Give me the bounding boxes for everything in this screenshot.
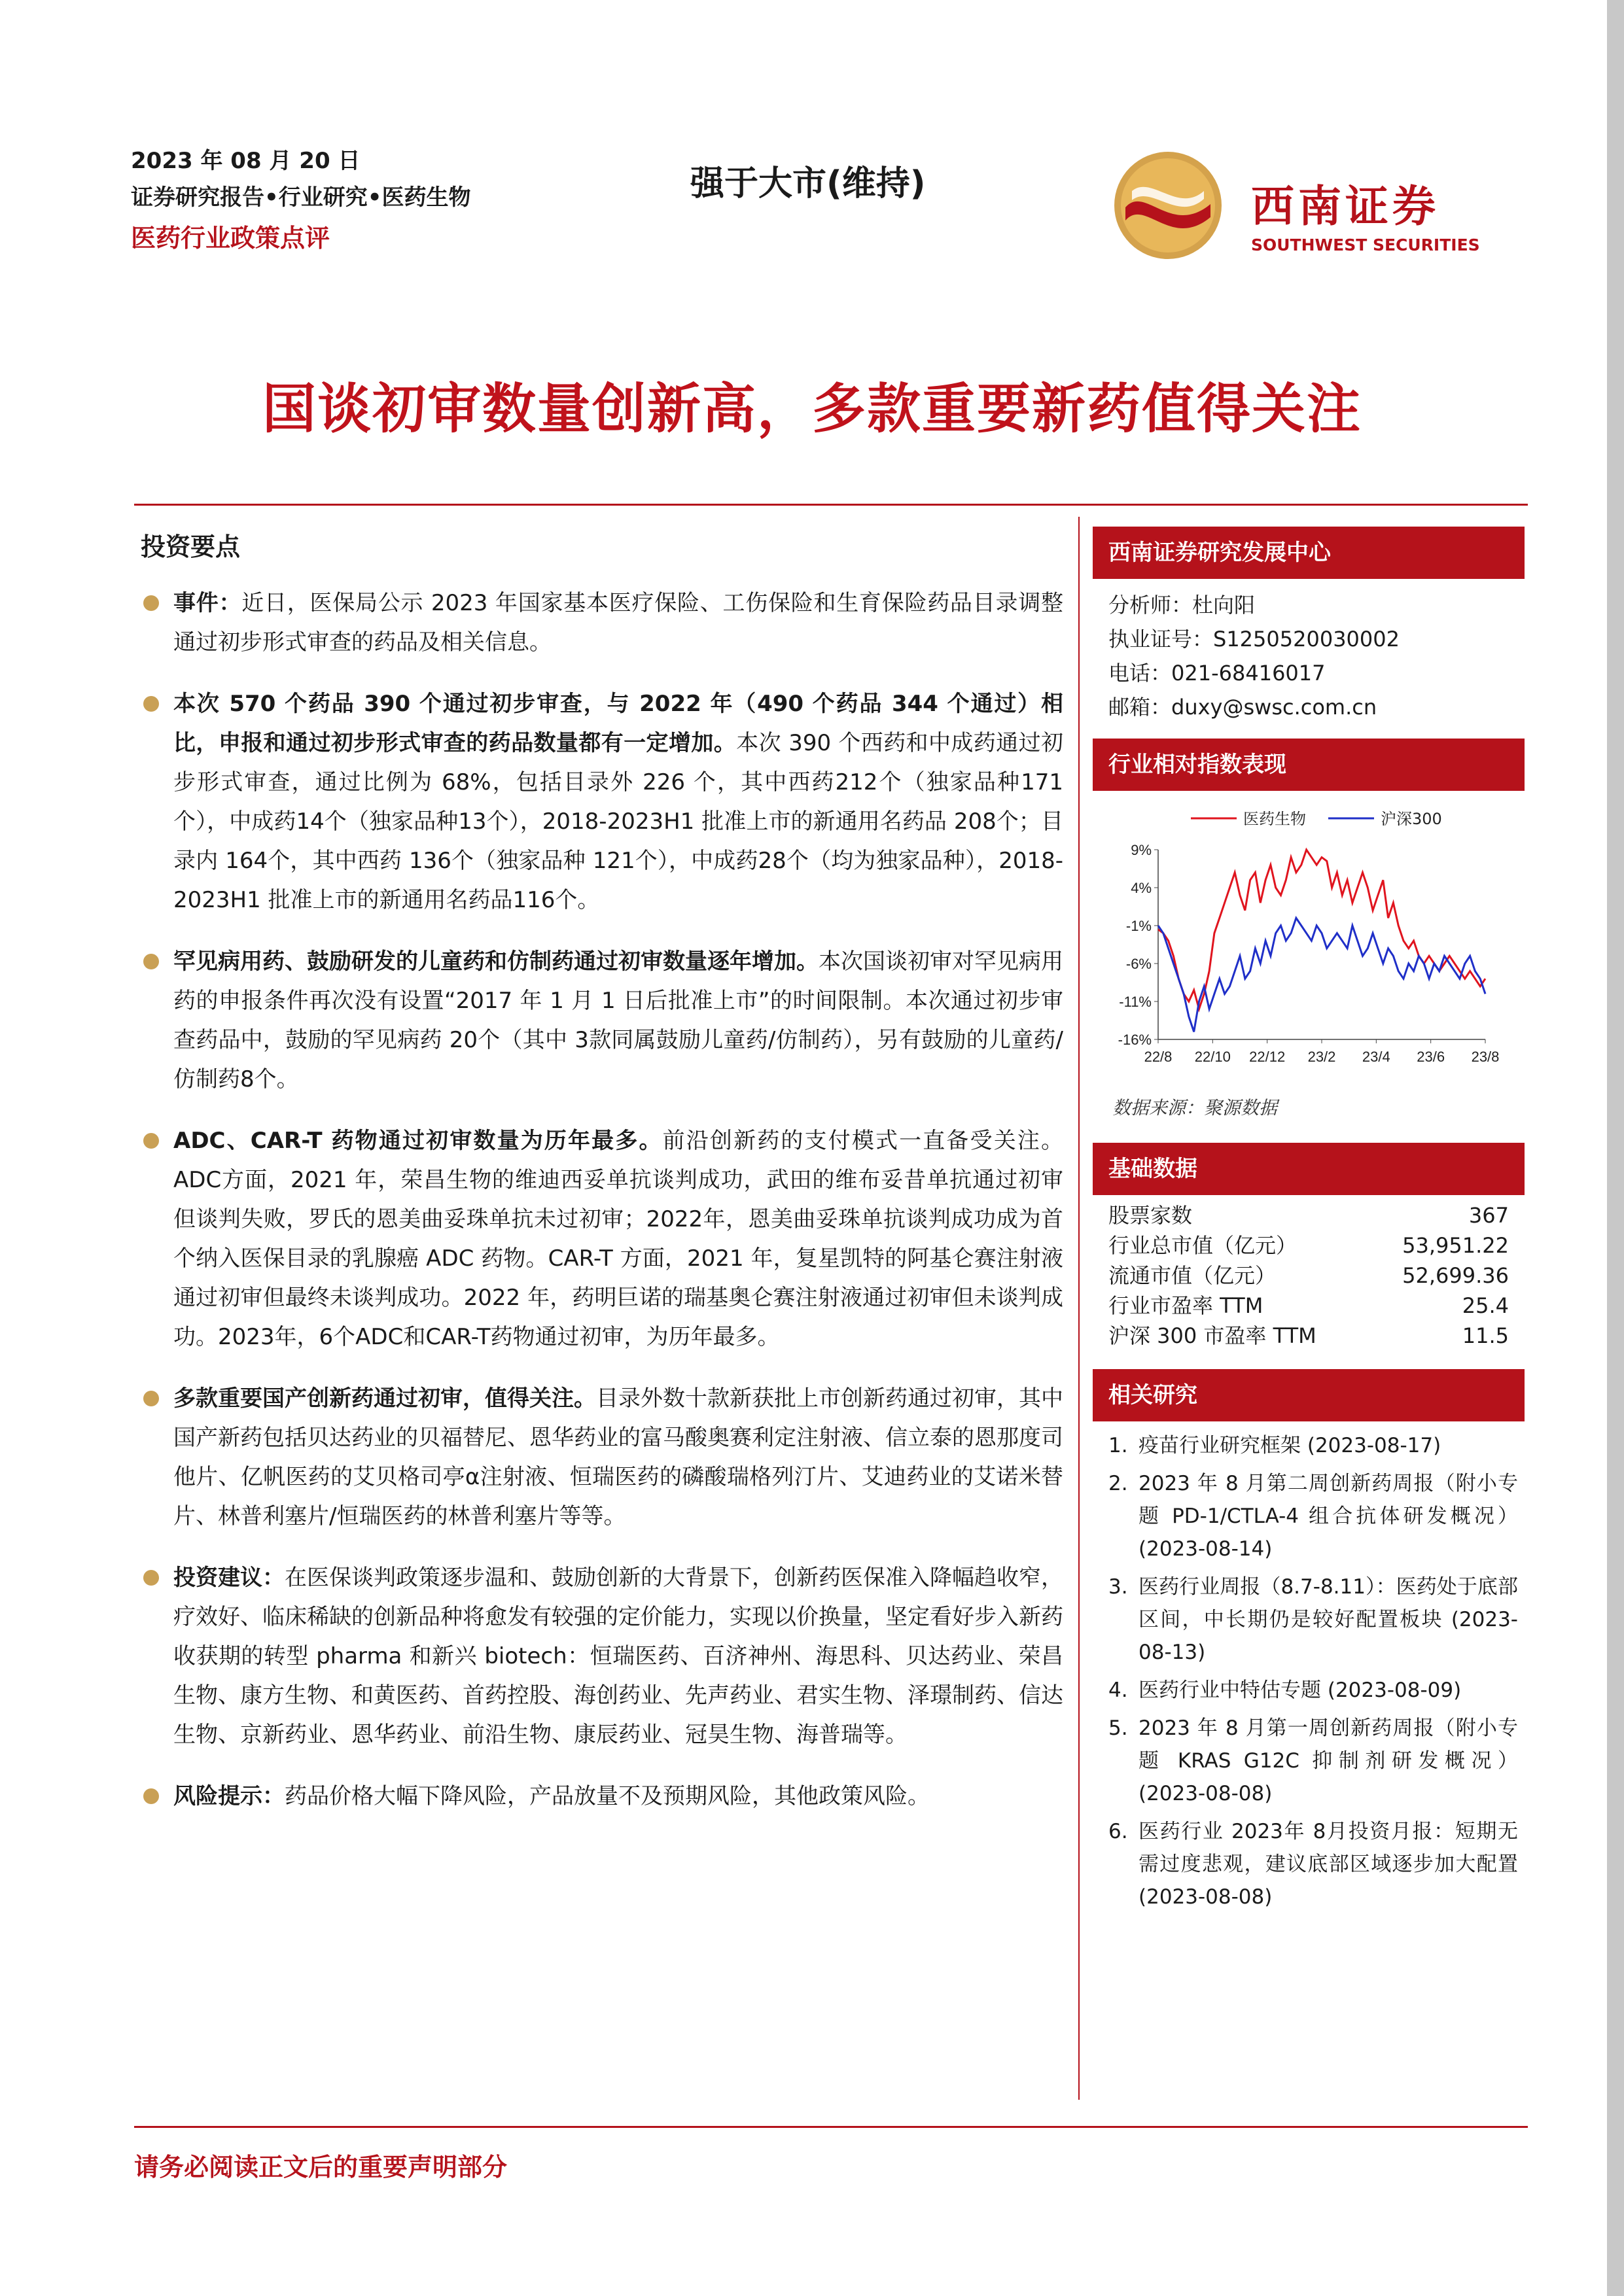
related-research-item[interactable] (1093, 1815, 1525, 1913)
basic-data-value: 53,951.22 (1402, 1233, 1509, 1258)
related-research-number: 3. (1108, 1575, 1128, 1599)
bullet-item (134, 684, 1063, 920)
title-divider (134, 504, 1528, 506)
bullet-item (134, 583, 1063, 662)
chart-y-tick-label: -6% (1125, 956, 1152, 972)
bullet-text: 前沿创新药的支付模式一直备受关注。ADC方面，2021 年，荣昌生物的维迪西妥单抗谈判成功，武田的维布妥昔单抗通过初审但谈判失败，罗氏的恩美曲妥珠单抗未过初审；2022年，恩美曲妥珠单抗谈判成功成为首个纳入医保目录的乳腺癌 ADC 药物。CAR-T 方面，2021 年，复星凯特的阿基仑赛注射液通过初审但最终未谈判成功。2022 年，药明巨诺的瑞基奥仑赛注射液通过初审但未谈判成功。2023年，6个ADC和CAR-T药物通过初审，为历年最多。 (173, 1128, 1064, 1350)
bullet-item (134, 942, 1063, 1099)
bullet-lead: 本次 570 个药品 390 个通过初步审查，与 2022 年（490 个药品 344 个通过）相比，申报和通过初步形式审查的药品数量都有一定增加。 (173, 691, 1063, 756)
related-research-text: 医药行业周报（8.7-8.11）：医药处于底部区间，中长期仍是较好配置板块 (2023-08-13) (1139, 1575, 1518, 1664)
sidebar (1093, 527, 1525, 1919)
analyst-line: 电话：021-68416017 (1108, 661, 1326, 686)
chart-y-tick-label: 9% (1131, 842, 1152, 858)
basic-data-label: 流通市值（亿元） (1108, 1263, 1277, 1288)
chart-source: 数据来源：聚源数据 (1112, 1097, 1278, 1119)
related-research-text: 医药行业中特估专题 (2023-08-09) (1139, 1679, 1462, 1702)
basic-data-row (1093, 1200, 1525, 1230)
chart-legend-label: 医药生物 (1243, 810, 1306, 828)
bullet-list (134, 583, 1063, 1816)
chart-y-tick-label: 4% (1131, 880, 1152, 896)
analyst-line: 邮箱：duxy@swsc.com.cn (1108, 695, 1377, 720)
bullet-lead: ADC、CAR-T 药物通过初审数量为历年最多。 (173, 1128, 663, 1154)
bullet-item (134, 1121, 1063, 1357)
related-research-text: 疫苗行业研究框架 (2023-08-17) (1139, 1434, 1441, 1457)
bullet-lead: 事件： (173, 590, 242, 616)
analyst-info (1093, 579, 1525, 739)
chart-x-tick-label: 22/10 (1194, 1049, 1231, 1065)
chart-legend-label: 沪深300 (1381, 810, 1442, 828)
basic-data-row (1093, 1261, 1525, 1291)
chart-y-tick-label: -16% (1118, 1032, 1152, 1048)
logo-text-en: SOUTHWEST SECURITIES (1251, 235, 1480, 254)
logo-text-cn: 西南证券 (1251, 181, 1439, 232)
column-divider (1078, 517, 1080, 2100)
bullet-item (134, 1558, 1063, 1754)
bullet-dot-icon (143, 1788, 159, 1804)
chart-x-tick-label: 23/2 (1307, 1049, 1336, 1065)
related-research-number: 2. (1108, 1472, 1128, 1495)
related-research-item[interactable] (1093, 1674, 1525, 1707)
chart-y-tick-label: -11% (1119, 994, 1152, 1010)
related-research-item[interactable] (1093, 1467, 1525, 1565)
analyst-line: 执业证号：S1250520030002 (1108, 627, 1400, 652)
footer-disclaimer: 请务必阅读正文后的重要声明部分 (134, 2153, 508, 2182)
bullet-lead: 风险提示： (173, 1783, 285, 1809)
report-subtype: 医药行业政策点评 (131, 224, 330, 252)
report-header (131, 145, 470, 258)
chart-y-tick-label: -1% (1125, 918, 1152, 934)
basic-data-row (1093, 1321, 1525, 1351)
index-chart (1093, 791, 1525, 1092)
chart-series-line (1158, 918, 1485, 1032)
related-research-item[interactable] (1093, 1571, 1525, 1669)
related-research-title: 相关研究 (1093, 1369, 1525, 1421)
investment-highlights (134, 527, 1063, 1838)
chart-title: 行业相对指数表现 (1093, 739, 1525, 791)
related-research-number: 5. (1108, 1716, 1128, 1740)
basic-data-value: 367 (1468, 1203, 1509, 1228)
bullet-text: 药品价格大幅下降风险，产品放量不及预期风险，其他政策风险。 (285, 1783, 930, 1809)
chart-x-tick-label: 23/8 (1471, 1049, 1500, 1065)
bullet-dot-icon (143, 1570, 159, 1586)
basic-data-label: 沪深 300 市盈率 TTM (1108, 1323, 1316, 1348)
bullet-item (134, 1777, 1063, 1816)
chart-series-line (1158, 850, 1485, 1009)
basic-data-label: 股票家数 (1108, 1203, 1193, 1228)
related-research-text: 2023 年 8 月第二周创新药周报（附小专题 PD-1/CTLA-4 组合抗体研发概况） (2023-08-14) (1139, 1472, 1518, 1561)
bullet-dot-icon (143, 696, 159, 712)
chart-x-tick-label: 22/8 (1144, 1049, 1173, 1065)
bullet-dot-icon (143, 595, 159, 611)
bullet-dot-icon (143, 954, 159, 969)
company-logo (1106, 145, 1511, 263)
logo-emblem-icon (1106, 145, 1237, 276)
bullet-text: 在医保谈判政策逐步温和、鼓励创新的大背景下，创新药医保准入降幅趋收窄，疗效好、临床稀缺的创新品种将愈发有较强的定价能力，实现以价换量，坚定看好步入新药收获期的转型 pharma 和新兴 biotech：恒瑞医药、百济神州、海思科、贝达药业、荣昌生物、康方生物、和黄医药、首药控股、海创药业、先声药业、君实生物、泽璟制药、信达生物、京新药业、恩华药业、前沿生物、康辰药业、冠昊生物、海普瑞等。 (173, 1565, 1063, 1748)
bullet-dot-icon (143, 1133, 159, 1149)
basic-data-label: 行业市盈率 TTM (1108, 1293, 1263, 1318)
page-edge-bar (1607, 0, 1624, 2296)
related-research-item[interactable] (1093, 1429, 1525, 1462)
bullet-item (134, 1379, 1063, 1536)
related-research-list (1093, 1421, 1525, 1913)
rating: 强于大市(维持) (690, 164, 926, 203)
bullet-lead: 投资建议： (173, 1565, 285, 1591)
related-research-number: 1. (1108, 1434, 1128, 1457)
chart-x-tick-label: 23/6 (1417, 1049, 1445, 1065)
bullet-lead: 多款重要国产创新药通过初审，值得关注。 (173, 1385, 596, 1412)
section-heading: 投资要点 (141, 532, 241, 561)
report-type: 证券研究报告•行业研究•医药生物 (131, 184, 471, 211)
basic-data-value: 52,699.36 (1402, 1263, 1509, 1288)
related-research-text: 医药行业 2023年 8月投资月报：短期无需过度悲观，建议底部区域逐步加大配置 (2023-08-08) (1139, 1820, 1518, 1909)
footer-divider (134, 2126, 1528, 2128)
bullet-lead: 罕见病用药、鼓励研发的儿童药和仿制药通过初审数量逐年增加。 (173, 948, 819, 975)
research-center-title: 西南证券研究发展中心 (1093, 527, 1525, 579)
bullet-text: 本次国谈初审对罕见病用药的申报条件再次没有设置“2017 年 1 月 1 日后批准上市”的时间限制。本次通过初步审查药品中，鼓励的罕见病药 20个（其中 3款同属鼓励儿童药/仿制药），另有鼓励的儿童药/仿制药8个。 (173, 948, 1063, 1092)
basic-data-table (1093, 1195, 1525, 1369)
bullet-text: 目录外数十款新获批上市创新药通过初审，其中国产新药包括贝达药业的贝福替尼、恩华药业的富马酸奥赛利定注射液、信立泰的恩那度司他片、亿帆医药的艾贝格司亭α注射液、恒瑞医药的磷酸瑞格列汀片、艾迪药业的艾诺米替片、林普利塞片/恒瑞医药的林普利塞片等等。 (173, 1385, 1063, 1529)
related-research-number: 4. (1108, 1679, 1128, 1702)
report-date: 2023 年 08 月 20 日 (131, 148, 361, 174)
basic-data-title: 基础数据 (1093, 1143, 1525, 1195)
related-research-number: 6. (1108, 1820, 1128, 1843)
index-chart-svg (1093, 791, 1525, 1092)
basic-data-value: 11.5 (1462, 1323, 1509, 1348)
bullet-text: 近日，医保局公示 2023 年国家基本医疗保险、工伤保险和生育保险药品目录调整通过初步形式审查的药品及相关信息。 (173, 590, 1064, 655)
bullet-text: 本次 390 个西药和中成药通过初步形式审查，通过比例为 68%，包括目录外 226 个，其中西药212个（独家品种171个），中成药14个（独家品种13个），2018-2023H1 批准上市的新通用名药品 208个；目录内 164个，其中西药 136个（独家品种 121个），中成药28个（均为独家品种），2018-2023H1 批准上市的新通用名药品116个。 (173, 730, 1063, 913)
basic-data-row (1093, 1230, 1525, 1261)
basic-data-value: 25.4 (1462, 1293, 1509, 1318)
bullet-dot-icon (143, 1391, 159, 1406)
related-research-item[interactable] (1093, 1712, 1525, 1810)
related-research-text: 2023 年 8 月第一周创新药周报（附小专题 KRAS G12C 抑制剂研发概况） (2023-08-08) (1139, 1716, 1518, 1805)
chart-x-tick-label: 23/4 (1362, 1049, 1390, 1065)
report-title: 国谈初审数量创新高，多款重要新药值得关注 (262, 377, 1362, 440)
chart-x-tick-label: 22/12 (1249, 1049, 1286, 1065)
analyst-line: 分析师：杜向阳 (1108, 593, 1256, 617)
basic-data-label: 行业总市值（亿元） (1108, 1233, 1297, 1258)
basic-data-row (1093, 1291, 1525, 1321)
